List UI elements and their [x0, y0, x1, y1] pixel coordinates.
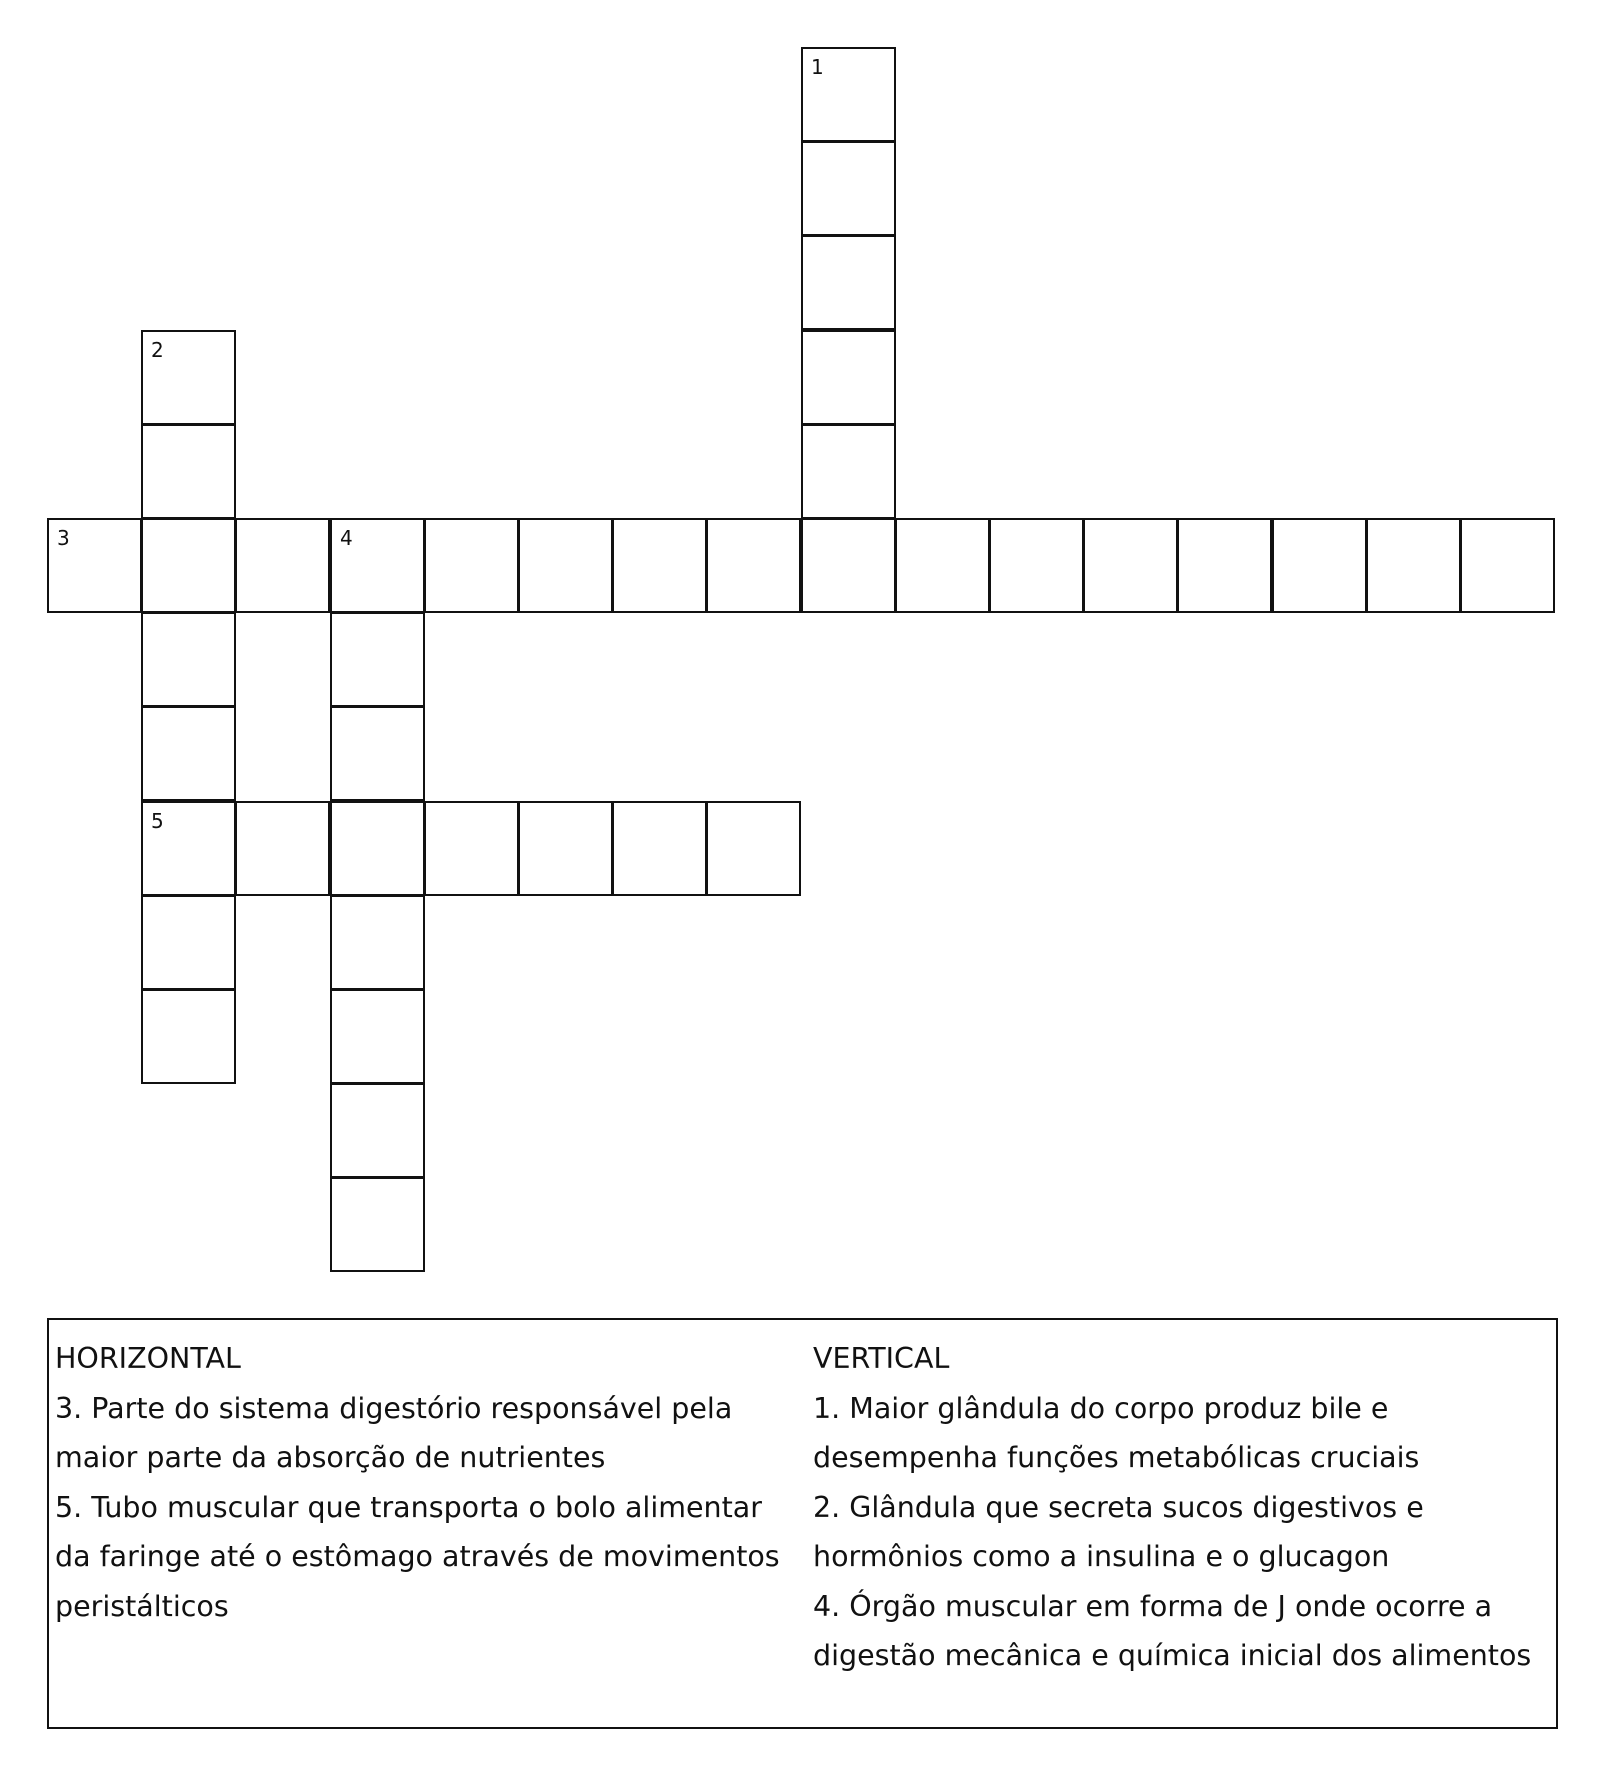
clues-box — [47, 1318, 1558, 1729]
vertical-heading: VERTICAL — [813, 1342, 950, 1375]
crossword-cell[interactable] — [424, 518, 519, 613]
clue-3-across: 3. Parte do sistema digestório responsável pela maior parte da absorção de nutrientes — [55, 1391, 733, 1474]
horizontal-heading: HORIZONTAL — [55, 1342, 241, 1375]
crossword-cell[interactable] — [141, 330, 236, 425]
clue-1-down: 1. Maior glândula do corpo produz bile e desempenha funções metabólicas cruciais — [813, 1391, 1420, 1474]
crossword-cell[interactable] — [141, 801, 236, 896]
crossword-cell[interactable] — [801, 330, 896, 425]
crossword-cell[interactable] — [141, 612, 236, 707]
crossword-cell[interactable] — [895, 518, 990, 613]
clue-4-down: 4. Órgão muscular em forma de J onde ocorre a digestão mecânica e química inicial dos alimentos — [813, 1589, 1532, 1672]
crossword-cell[interactable] — [706, 518, 801, 613]
clue-number: 3 — [57, 526, 70, 550]
crossword-cell[interactable] — [1272, 518, 1367, 613]
crossword-cell[interactable] — [1366, 518, 1461, 613]
crossword-cell[interactable] — [801, 47, 896, 142]
crossword-cell[interactable] — [1083, 518, 1178, 613]
clue-2-down: 2. Glândula que secreta sucos digestivos e hormônios como a insulina e o glucagon — [813, 1490, 1424, 1573]
crossword-cell[interactable] — [330, 895, 425, 990]
crossword-cell[interactable] — [141, 424, 236, 519]
crossword-cell[interactable] — [235, 801, 330, 896]
crossword-cell[interactable] — [518, 518, 613, 613]
crossword-cell[interactable] — [330, 518, 425, 613]
clue-number: 5 — [151, 809, 164, 833]
crossword-cell[interactable] — [1177, 518, 1272, 613]
crossword-cell[interactable] — [989, 518, 1084, 613]
crossword-cell[interactable] — [330, 1083, 425, 1178]
horizontal-clues — [55, 1334, 795, 1631]
crossword-cell[interactable] — [141, 989, 236, 1084]
clue-number: 2 — [151, 338, 164, 362]
crossword-cell[interactable] — [141, 706, 236, 801]
crossword-cell[interactable] — [612, 518, 707, 613]
crossword-cell[interactable] — [801, 518, 896, 613]
vertical-clues — [813, 1334, 1553, 1681]
crossword-cell[interactable] — [330, 612, 425, 707]
crossword-cell[interactable] — [235, 518, 330, 613]
crossword-cell[interactable] — [330, 706, 425, 801]
crossword-cell[interactable] — [801, 141, 896, 236]
crossword-cell[interactable] — [612, 801, 707, 896]
clue-5-across: 5. Tubo muscular que transporta o bolo alimentar da faringe até o estômago através de movimentos peristálticos — [55, 1490, 780, 1623]
crossword-cell[interactable] — [141, 518, 236, 613]
crossword-cell[interactable] — [801, 235, 896, 330]
crossword-cell[interactable] — [518, 801, 613, 896]
crossword-cell[interactable] — [424, 801, 519, 896]
crossword-cell[interactable] — [47, 518, 142, 613]
crossword-cell[interactable] — [1460, 518, 1555, 613]
crossword-cell[interactable] — [706, 801, 801, 896]
crossword-cell[interactable] — [330, 801, 425, 896]
clue-number: 4 — [340, 526, 353, 550]
crossword-cell[interactable] — [801, 424, 896, 519]
crossword-cell[interactable] — [330, 989, 425, 1084]
crossword-cell[interactable] — [141, 895, 236, 990]
crossword-cell[interactable] — [330, 1177, 425, 1272]
clue-number: 1 — [811, 55, 824, 79]
